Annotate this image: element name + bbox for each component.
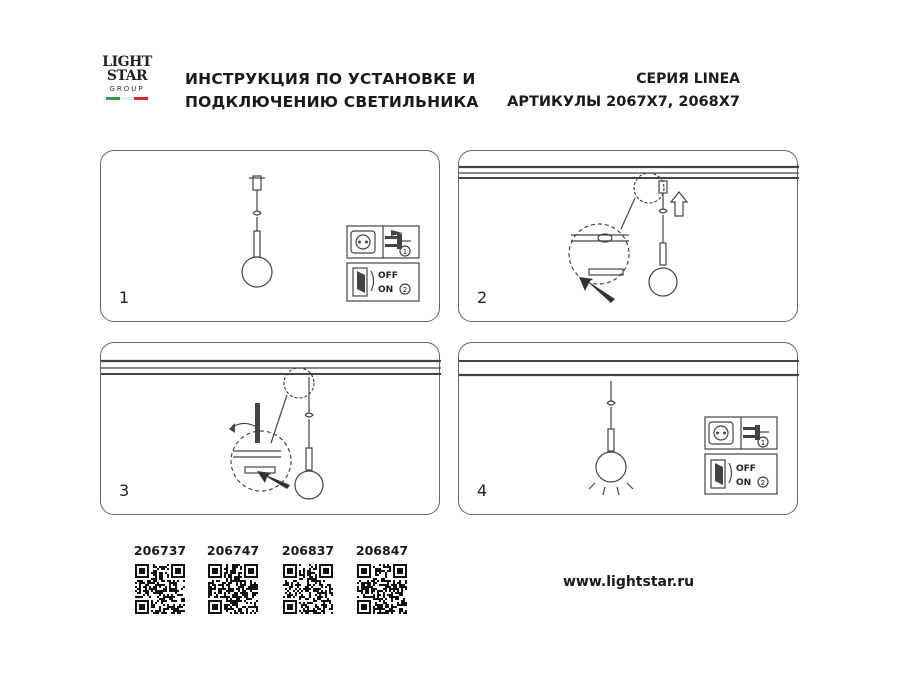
step-1-illustration xyxy=(101,151,441,323)
step-number: 1 xyxy=(119,288,130,307)
qr-block[interactable] xyxy=(130,543,190,614)
step-4-illustration xyxy=(459,343,799,516)
step-number: 4 xyxy=(477,481,488,500)
logo-line3: GROUP xyxy=(109,85,145,93)
step-3-illustration xyxy=(101,343,441,516)
step-number: 2 xyxy=(477,288,488,307)
step-number: 3 xyxy=(119,481,130,500)
logo-line1: LIGHT xyxy=(102,54,152,70)
brand-logo xyxy=(98,55,156,121)
qr-code-label: 206847 xyxy=(355,543,409,558)
series-name: СЕРИЯ LINEA xyxy=(636,71,740,87)
logo-line2: STAR xyxy=(106,68,148,84)
badge-1: 1 xyxy=(760,439,766,447)
qr-block[interactable] xyxy=(278,543,338,614)
qr-block[interactable] xyxy=(352,543,412,614)
article-numbers: АРТИКУЛЫ 2067X7, 2068X7 xyxy=(507,94,740,110)
document-title xyxy=(185,68,479,114)
title-line1: ИНСТРУКЦИЯ ПО УСТАНОВКЕ И xyxy=(185,70,476,88)
switch-on-label: ON xyxy=(736,478,752,488)
step-3-panel xyxy=(100,342,440,515)
badge-2: 2 xyxy=(402,286,408,294)
qr-code-label: 206837 xyxy=(281,543,335,558)
qr-code-icon[interactable] xyxy=(283,564,333,614)
qr-code-label: 206737 xyxy=(133,543,187,558)
qr-code-label: 206747 xyxy=(206,543,260,558)
website-link[interactable]: www.lightstar.ru xyxy=(563,574,695,590)
switch-on-label: ON xyxy=(378,285,394,295)
step-2-panel xyxy=(458,150,798,322)
series-info xyxy=(507,68,740,114)
qr-code-icon[interactable] xyxy=(357,564,407,614)
switch-off-label: OFF xyxy=(378,271,398,281)
qr-code-icon[interactable] xyxy=(135,564,185,614)
italian-flag-icon xyxy=(98,97,156,100)
qr-code-icon[interactable] xyxy=(208,564,258,614)
qr-block[interactable] xyxy=(203,543,263,614)
badge-1: 1 xyxy=(402,248,408,256)
step-2-illustration xyxy=(459,151,799,323)
badge-2: 2 xyxy=(760,479,766,487)
switch-off-label: OFF xyxy=(736,464,756,474)
step-1-panel xyxy=(100,150,440,322)
title-line2: ПОДКЛЮЧЕНИЮ СВЕТИЛЬНИКА xyxy=(185,93,479,111)
step-4-panel xyxy=(458,342,798,515)
